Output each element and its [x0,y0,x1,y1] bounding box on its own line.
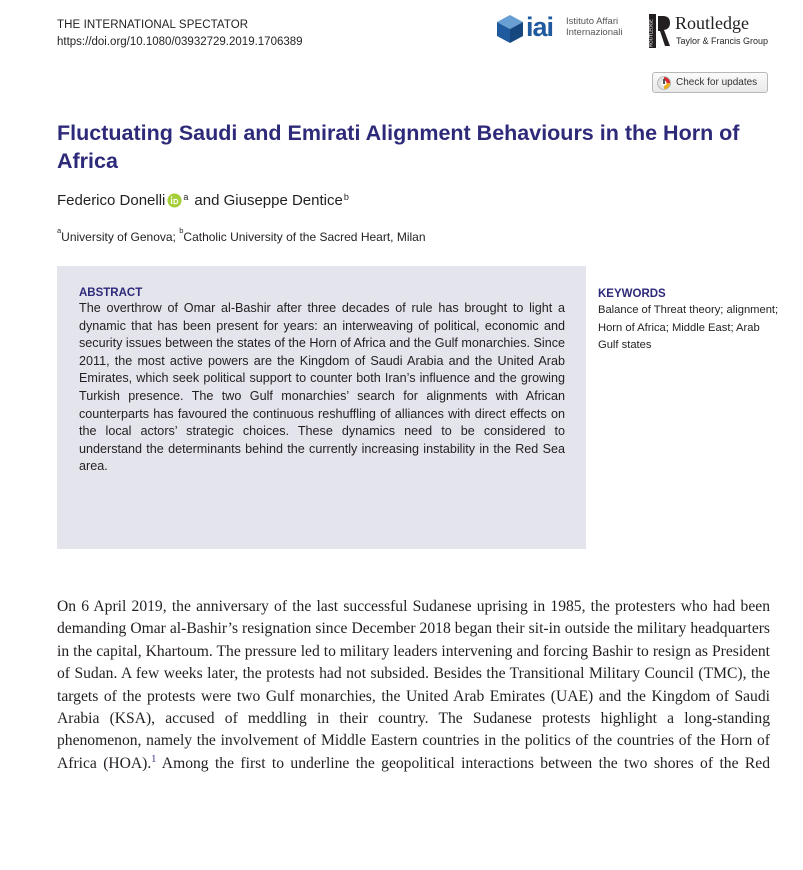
iai-letters: iai [526,12,554,42]
keywords-text: Balance of Threat theory; alignment; Horn of Africa; Middle East; Arab Gulf states [598,304,779,352]
routledge-subtitle: Taylor & Francis Group [676,36,769,46]
doi-link[interactable]: https://doi.org/10.1080/03932729.2019.1706389 [57,36,303,48]
affiliation-b-mark: b [179,226,184,235]
article-title: Fluctuating Saudi and Emirati Alignment Behaviours in the Horn of Africa [57,121,740,173]
iai-cube-icon [496,14,524,44]
journal-header [57,17,303,51]
body-text-part-2: Among the first to underline the geopolitical interactions between the two shores of the Red [156,754,770,772]
iai-logo[interactable] [496,12,646,50]
footnote-ref[interactable]: 1 [151,753,157,765]
iai-line-2: Internazionali [566,27,623,38]
affiliations [57,226,426,244]
abstract-box [57,266,586,549]
routledge-logo[interactable] [649,12,803,52]
author-2-affiliation-mark: b [343,191,349,202]
affiliation-b: Catholic University of the Sacred Heart, Milan [183,230,426,244]
routledge-mark-icon [649,14,671,48]
journal-name: THE INTERNATIONAL SPECTATOR [57,19,249,31]
crossmark-icon [657,76,671,90]
routledge-side-text: ROUTLEDGE [649,19,655,47]
iai-line-1: Istituto Affari [566,16,619,27]
check-for-updates-label: Check for updates [676,77,758,88]
body-text-part-1: On 6 April 2019, the anniversary of the last successful Sudanese uprising in 1985, the protesters who had been demanding Omar al-Bashir’s resignation since December 2018 began their sit-in outside the military headquarters in the capital, Khartoum. The pressure led to military leaders intervening and forcing Bashir to resign as President of Sudan. A few weeks later, the protests had not subsided. Besides the Transitional Military Council (TMC), the targets of the protests were two Gulf monarchies, the United Arab Emirates (UAE) and the Kingdom of Saudi Arabia (KSA), accused of meddling in their country. The Sudanese protests highlight a long-standing phenomenon, namely the involvement of Middle Eastern countries in the politics of the countries of the Horn of Africa (HOA). [57,598,770,772]
author-line [57,192,349,209]
author-1-affiliation-mark: a [183,191,189,202]
routledge-name: Routledge [675,13,749,33]
author-2-name[interactable]: and Giuseppe Dentice [194,192,343,209]
keywords-section [598,287,783,355]
abstract-heading: ABSTRACT [79,287,143,299]
keywords-heading: KEYWORDS [598,288,666,300]
iai-institute-name [566,16,623,38]
author-1-name[interactable]: Federico Donelli [57,192,166,209]
orcid-icon[interactable] [167,193,182,208]
body-paragraph [57,596,770,775]
check-for-updates-button[interactable] [652,72,768,93]
affiliation-a-mark: a [57,226,62,235]
affiliation-a: University of Genova; [61,230,180,244]
abstract-text: The overthrow of Omar al-Bashir after three decades of rule has brought to light a dynamic that has been present for years: an interweaving of political, economic and security issues between the states of the Horn of Africa and the Gulf monarchies. Since 2011, the most active powers are the Kingdom of Saudi Arabia and the United Arab Emirates, which seek political support to counter both Iran’s influence and the growing Turkish presence. The two Gulf monarchies’ search for alignments with African counterparts has favoured the continuous reshuffling of alliances with direct effects on the local actors’ strategic choices. These dynamics need to be considered to understand the determinants behind the currently increasing instability in the Red Sea area. [79,301,565,474]
